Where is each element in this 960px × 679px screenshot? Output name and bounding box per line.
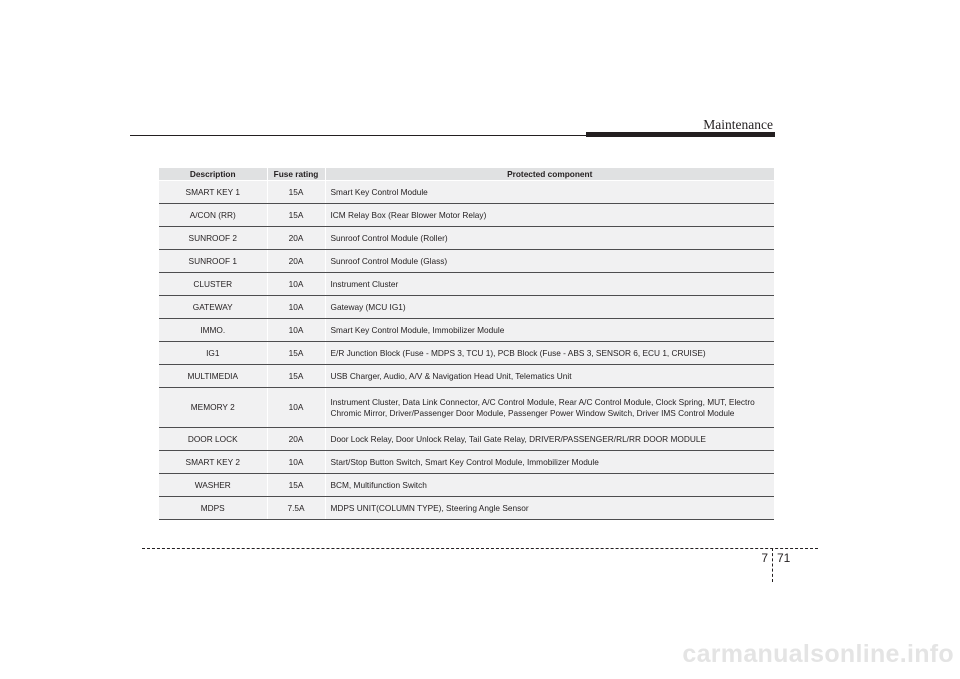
- cell-fuse-rating: 15A: [267, 204, 325, 227]
- header-rule-thick: [586, 132, 775, 137]
- cell-protected-component: Sunroof Control Module (Roller): [325, 227, 774, 250]
- table-row: [159, 204, 774, 227]
- cell-protected-component: Sunroof Control Module (Glass): [325, 250, 774, 273]
- cell-fuse-rating: 10A: [267, 319, 325, 342]
- watermark: carmanualsonline.info: [682, 640, 954, 668]
- column-header-protected-component: Protected component: [325, 168, 774, 181]
- cell-fuse-rating: 10A: [267, 451, 325, 474]
- table-row: [159, 227, 774, 250]
- column-header-fuse-rating: Fuse rating: [267, 168, 325, 181]
- cell-protected-component: MDPS UNIT(COLUMN TYPE), Steering Angle Sensor: [325, 497, 774, 520]
- cell-fuse-rating: 10A: [267, 388, 325, 428]
- cell-fuse-rating: 15A: [267, 474, 325, 497]
- header-rule: [130, 135, 586, 136]
- cell-protected-component: Instrument Cluster, Data Link Connector, A/C Control Module, Rear A/C Control Module, Clock Spring, MUT, Electro Chromic Mirror, Driver/Passenger Door Module, Passenger Power Window Switch, Driver IMS Control Module: [325, 388, 774, 428]
- cell-protected-component: USB Charger, Audio, A/V & Navigation Head Unit, Telematics Unit: [325, 365, 774, 388]
- cell-fuse-rating: 15A: [267, 365, 325, 388]
- cell-fuse-rating: 10A: [267, 296, 325, 319]
- cell-fuse-rating: 20A: [267, 250, 325, 273]
- table-row: [159, 181, 774, 204]
- cell-protected-component: ICM Relay Box (Rear Blower Motor Relay): [325, 204, 774, 227]
- table-row: [159, 388, 774, 428]
- table-row: [159, 474, 774, 497]
- page-number: 71: [777, 551, 791, 565]
- cell-description: CLUSTER: [159, 273, 267, 296]
- cell-description: DOOR LOCK: [159, 428, 267, 451]
- table-row: [159, 428, 774, 451]
- cell-protected-component: Gateway (MCU IG1): [325, 296, 774, 319]
- table-row: [159, 319, 774, 342]
- table-row: [159, 250, 774, 273]
- chapter-number: 7: [761, 551, 768, 565]
- cell-description: WASHER: [159, 474, 267, 497]
- cell-description: SMART KEY 1: [159, 181, 267, 204]
- page-title: Maintenance: [703, 117, 773, 132]
- cell-fuse-rating: 15A: [267, 181, 325, 204]
- cell-description: MDPS: [159, 497, 267, 520]
- fuse-table: [159, 168, 774, 520]
- cell-description: IMMO.: [159, 319, 267, 342]
- cell-description: SUNROOF 1: [159, 250, 267, 273]
- cell-description: MEMORY 2: [159, 388, 267, 428]
- table-row: [159, 296, 774, 319]
- cell-fuse-rating: 20A: [267, 227, 325, 250]
- column-header-description: Description: [159, 168, 267, 181]
- cell-description: MULTIMEDIA: [159, 365, 267, 388]
- cell-fuse-rating: 15A: [267, 342, 325, 365]
- cell-protected-component: Start/Stop Button Switch, Smart Key Control Module, Immobilizer Module: [325, 451, 774, 474]
- footer-rule: [142, 548, 818, 549]
- cell-protected-component: E/R Junction Block (Fuse - MDPS 3, TCU 1), PCB Block (Fuse - ABS 3, SENSOR 6, ECU 1, CRUISE): [325, 342, 774, 365]
- table-row: [159, 497, 774, 520]
- cell-protected-component: Instrument Cluster: [325, 273, 774, 296]
- cell-description: SUNROOF 2: [159, 227, 267, 250]
- cell-description: GATEWAY: [159, 296, 267, 319]
- table-row: [159, 342, 774, 365]
- cell-description: A/CON (RR): [159, 204, 267, 227]
- cell-protected-component: Door Lock Relay, Door Unlock Relay, Tail Gate Relay, DRIVER/PASSENGER/RL/RR DOOR MODULE: [325, 428, 774, 451]
- cell-fuse-rating: 20A: [267, 428, 325, 451]
- cell-fuse-rating: 10A: [267, 273, 325, 296]
- cell-fuse-rating: 7.5A: [267, 497, 325, 520]
- table-row: [159, 273, 774, 296]
- table-row: [159, 451, 774, 474]
- cell-protected-component: Smart Key Control Module, Immobilizer Module: [325, 319, 774, 342]
- cell-description: IG1: [159, 342, 267, 365]
- cell-protected-component: BCM, Multifunction Switch: [325, 474, 774, 497]
- cell-protected-component: Smart Key Control Module: [325, 181, 774, 204]
- footer-divider: [772, 548, 773, 582]
- cell-description: SMART KEY 2: [159, 451, 267, 474]
- table-header-row: [159, 168, 774, 181]
- table-row: [159, 365, 774, 388]
